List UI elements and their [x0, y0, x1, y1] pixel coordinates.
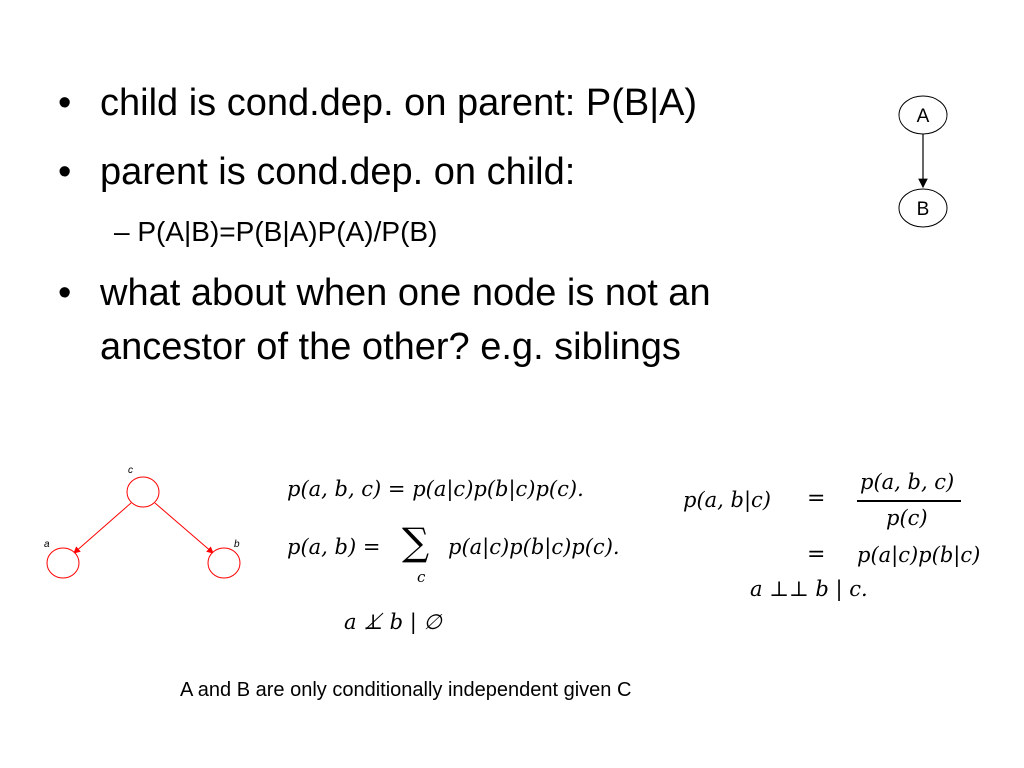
node-c-label: c	[128, 465, 133, 476]
sub-bullet-marker: –	[114, 216, 130, 247]
equals-sign-1: =	[807, 486, 826, 511]
node-a-label: a	[44, 539, 50, 550]
sibling-dag-diagram	[38, 460, 258, 590]
bullet-marker: •	[58, 272, 72, 314]
summation-subscript: c	[417, 568, 426, 586]
conditional-product-rhs: p(a|c)p(b|c)	[857, 543, 981, 567]
edge-c-to-b	[155, 503, 213, 553]
edge-c-to-a	[74, 503, 131, 553]
summation-symbol: ∑	[402, 520, 430, 564]
bullet-text: parent is cond.dep. on child:	[100, 151, 576, 193]
node-c-circle	[127, 477, 159, 507]
bullet-text-line-2: ancestor of the other? e.g. siblings	[100, 326, 681, 368]
conditional-lhs: p(a, b|c)	[683, 488, 771, 512]
bullet-text-line-1: what about when one node is not an	[100, 272, 711, 314]
small-dag-diagram	[880, 88, 1000, 238]
sub-bullet-text: P(A|B)=P(B|A)P(A)/P(B)	[137, 216, 438, 247]
conditional-independence-statement: a ⊥⊥ b | c.	[750, 577, 868, 601]
node-b-circle	[208, 548, 240, 578]
fraction-denominator: p(c)	[886, 506, 928, 530]
node-a-label: A	[916, 106, 930, 127]
fraction-numerator: p(a, b, c)	[860, 470, 955, 494]
caption: A and B are only conditionally independent given C	[180, 679, 632, 701]
joint-factorization-equation: p(a, b, c) = p(a|c)p(b|c)p(c).	[287, 477, 584, 501]
bullet-marker: •	[58, 151, 72, 193]
fraction-bar	[857, 500, 961, 502]
bullet-marker: •	[58, 82, 72, 124]
node-b-label: b	[234, 539, 240, 550]
equals-sign-2: =	[807, 542, 826, 567]
not-independent-statement: a ⊥̸ b | ∅	[344, 610, 442, 634]
bullet-text: child is cond.dep. on parent: P(B|A)	[100, 82, 698, 124]
marginal-equation-lhs: p(a, b) =	[287, 535, 381, 559]
node-a-circle	[47, 548, 79, 578]
node-b-label: B	[916, 199, 930, 220]
marginal-equation-rhs: p(a|c)p(b|c)p(c).	[448, 535, 620, 559]
sub-bullet-item	[114, 214, 437, 250]
